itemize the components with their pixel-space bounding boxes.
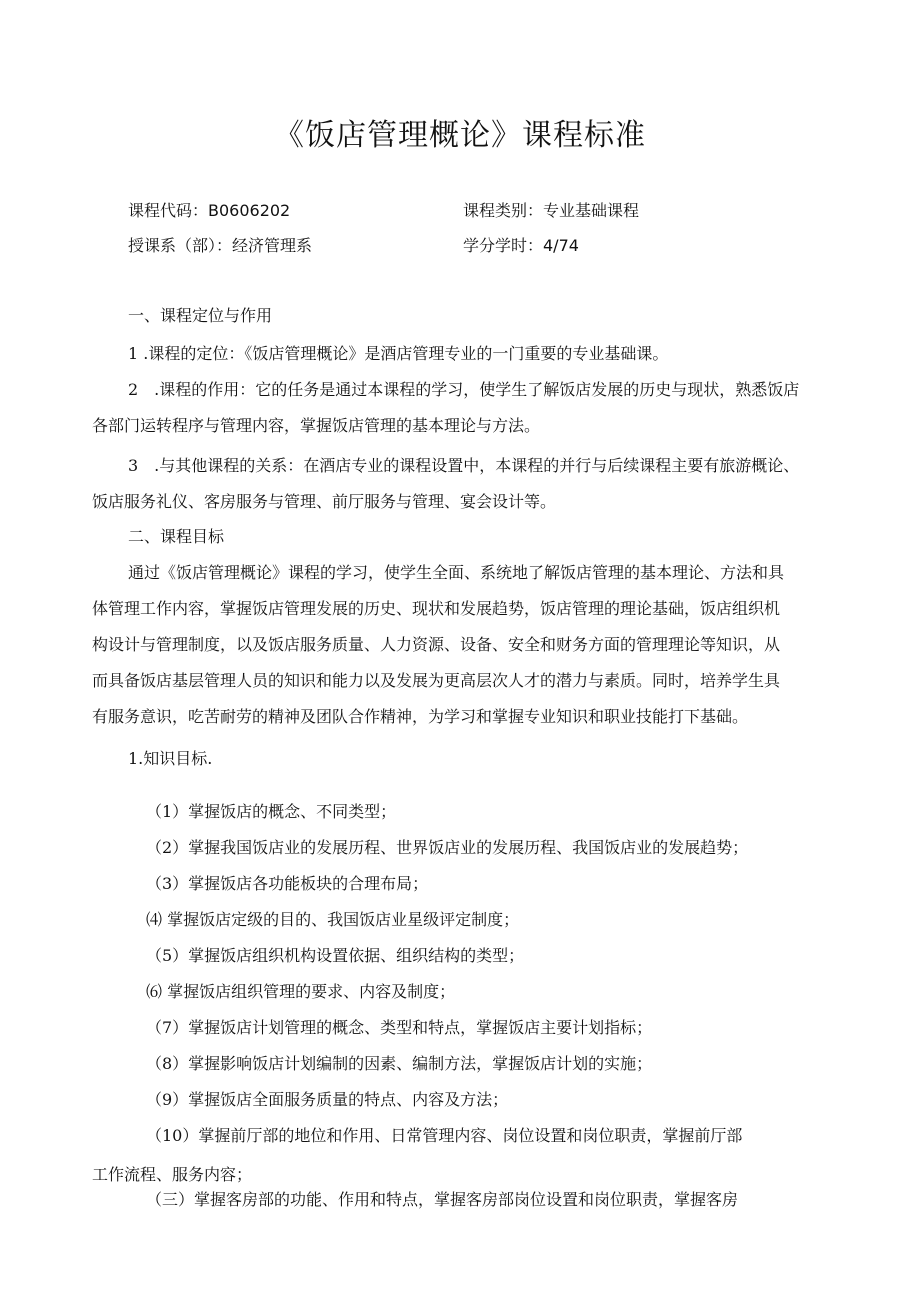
objectives-paragraph-line: 有服务意识，吃苦耐劳的精神及团队合作精神，为学习和掌握专业知识和职业技能打下基础。 [92, 707, 749, 726]
list-item: （9）掌握饭店全面服务质量的特点、内容及方法； [146, 1090, 509, 1109]
list-item: （8）掌握影响饭店计划编制的因素、编制方法，掌握饭店计划的实施； [146, 1054, 653, 1073]
list-item: ⑷ 掌握饭店定级的目的、我国饭店业星级评定制度； [146, 910, 520, 929]
list-item: （10）掌握前厅部的地位和作用、日常管理内容、岗位设置和岗位职责，掌握前厅部 [146, 1126, 743, 1145]
paragraph-positioning: 1 .课程的定位：《饭店管理概论》是酒店管理专业的一门重要的专业基础课。 [128, 344, 669, 363]
objectives-paragraph-line: 通过《饭店管理概论》课程的学习，使学生全面、系统地了解饭店管理的基本理论、方法和具 [128, 563, 785, 582]
paragraph-relation-line-1: 3 .与其他课程的关系：在酒店专业的课程设置中，本课程的并行与后续课程主要有旅游概论、 [128, 456, 800, 475]
section-heading-positioning: 一、课程定位与作用 [128, 306, 273, 325]
course-department: 授课系（部）：经济管理系 [128, 236, 313, 255]
section-heading-objectives: 二、课程目标 [128, 527, 225, 546]
paragraph-role-line-1: 2 .课程的作用：它的任务是通过本课程的学习，使学生了解饭店发展的历史与现状，熟悉饭店 [128, 380, 800, 399]
objectives-paragraph-line: 而具备饭店基层管理人员的知识和能力以及发展为更高层次人才的潜力与素质。同时，培养学生具 [92, 671, 781, 690]
list-item: ⑹ 掌握饭店组织管理的要求、内容及制度； [146, 982, 456, 1001]
paragraph-role-line-2: 各部门运转程序与管理内容，掌握饭店管理的基本理论与方法。 [92, 416, 541, 435]
knowledge-objectives-heading: 1.知识目标. [128, 749, 213, 768]
course-code: 课程代码：B0606202 [128, 201, 291, 220]
paragraph-relation-line-2: 饭店服务礼仪、客房服务与管理、前厅服务与管理、宴会设计等。 [92, 492, 557, 511]
list-item: （3）掌握饭店各功能板块的合理布局； [146, 874, 429, 893]
course-credits: 学分学时：4/74 [463, 236, 579, 255]
list-item: （2）掌握我国饭店业的发展历程、世界饭店业的发展历程、我国饭店业的发展趋势； [146, 838, 749, 857]
objectives-paragraph-line: 构设计与管理制度，以及饭店服务质量、人力资源、设备、安全和财务方面的管理理论等知识，从 [92, 635, 781, 654]
course-category: 课程类别：专业基础课程 [463, 201, 640, 220]
list-item-continuation: 工作流程、服务内容； [92, 1165, 253, 1184]
list-item: （5）掌握饭店组织机构设置依据、组织结构的类型； [146, 946, 525, 965]
document-title: 《饭店管理概论》课程标准 [274, 118, 646, 153]
list-item: （1）掌握饭店的概念、不同类型； [146, 802, 397, 821]
list-item: （三）掌握客房部的功能、作用和特点，掌握客房部岗位设置和岗位职责，掌握客房 [146, 1190, 739, 1209]
objectives-paragraph-line: 体管理工作内容，掌握饭店管理发展的历史、现状和发展趋势，饭店管理的理论基础，饭店组织机 [92, 599, 781, 618]
list-item: （7）掌握饭店计划管理的概念、类型和特点，掌握饭店主要计划指标； [146, 1018, 653, 1037]
